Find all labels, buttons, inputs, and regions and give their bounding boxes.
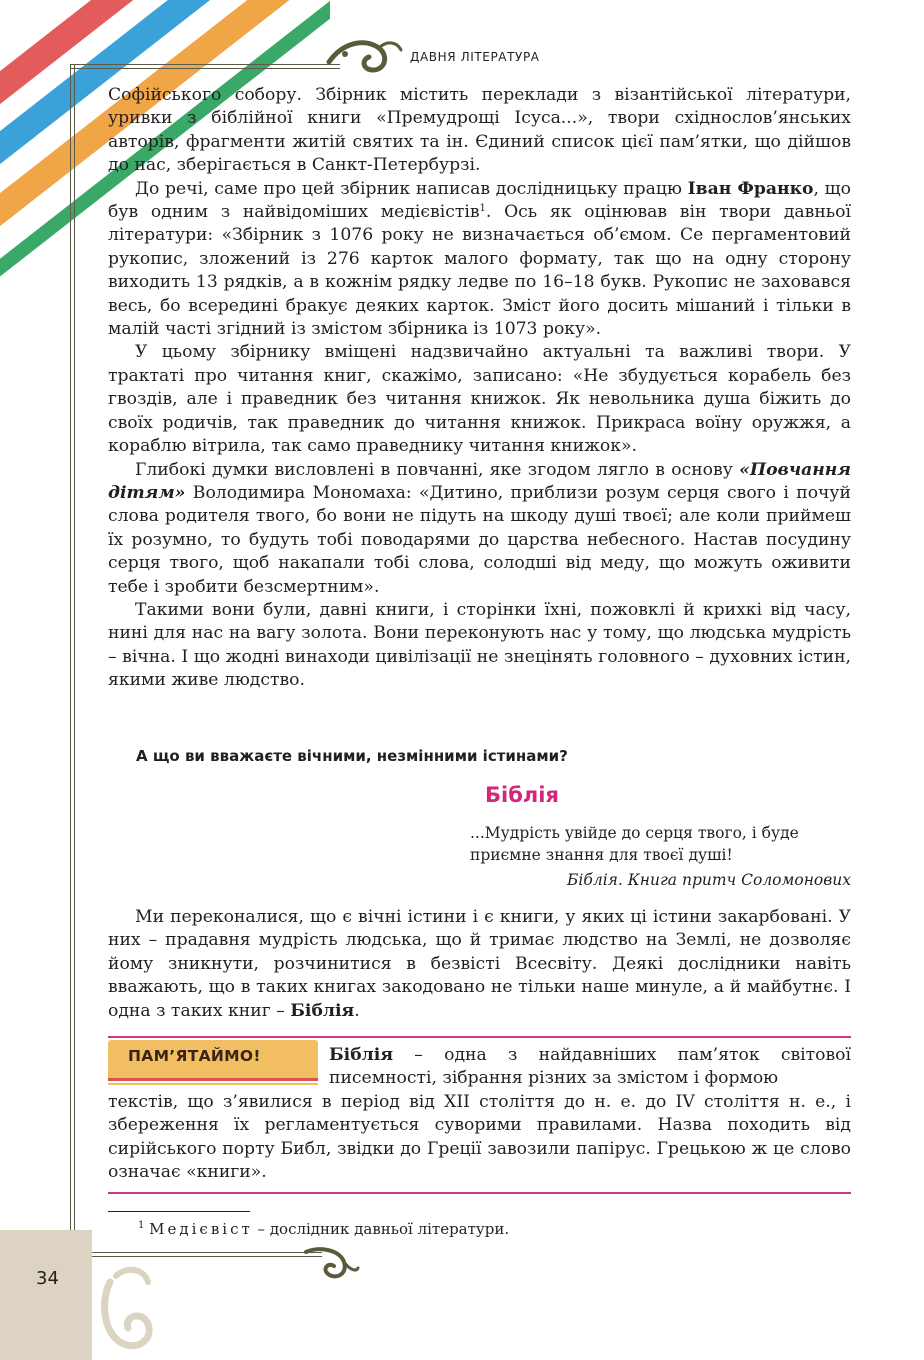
bible-term: Біблія xyxy=(290,1000,355,1021)
text-run: , що був одним з найвідоміших медієвістів xyxy=(108,178,851,223)
text-run: До речі, саме про цей збірник написав дослідницьку працю xyxy=(135,178,688,199)
remember-badge-label: ПАМ’ЯТАЙМО! xyxy=(128,1047,261,1065)
work-title: «Повчання дітям» xyxy=(108,459,851,503)
paragraph xyxy=(108,906,851,1023)
paragraph: У цьому збірнику вміщені надзвичайно актуальні та важливі твори. У трактаті про читання книг, скажімо, записано: «Не збудується корабель без гвоздів, але і праведник без читання книжок. Як невольника душа біжить до своїх родичів, так праведник до читання книжок. Прикраса воїну оружжя, а кораблю вітрила, так само праведнику читання книжок». xyxy=(108,342,851,457)
flourish-ornament-icon xyxy=(325,32,405,82)
frame-line xyxy=(70,1252,322,1253)
running-head: ДАВНЯ ЛІТЕРАТУРА xyxy=(410,50,540,64)
paragraph: Софійського собору. Збірник містить переклади з візантійської літератури, уривки з біблійної книги «Премудрощі Ісуса...», твори східнослов’янських авторів, фрагменти житій святих та ін. Єдиний список цієї пам’ятки, що дійшов до нас, зберігається в Санкт-Петербурзі. xyxy=(108,85,851,176)
author-name: Іван Франко xyxy=(687,178,814,199)
page-number: 34 xyxy=(36,1268,59,1289)
text-run: – одна з найдавніших пам’яток світової писемності, зібрання різних за змістом і формою xyxy=(329,1045,851,1089)
text-run: Глибокі думки висловлені в повчанні, яке згодом лягло в основу xyxy=(135,459,740,480)
page-corner-block xyxy=(0,1230,92,1360)
frame-line xyxy=(70,64,71,1254)
divider xyxy=(108,1192,851,1194)
remember-badge xyxy=(108,1040,318,1078)
paragraph xyxy=(108,459,851,599)
footnote-term: Медієвіст xyxy=(149,1220,253,1238)
text-run: . xyxy=(354,1000,360,1021)
text-run: Володимира Мономаха: «Дитино, приблизи розум серця свого і почуй слова родителя твого, бо вони не підуть на шкоду душі твоєї; але коли приймеш їх розумно, то будуть тобі поводарями до царства небесного. Настав посудину серця твого, щоб накапали тобі слова, солодші від меду, що можуть оживити тебе і зробити безсмертним». xyxy=(108,482,851,597)
flourish-ornament-icon xyxy=(300,1242,360,1284)
section-title-text: Біблія xyxy=(485,783,559,807)
badge-underline xyxy=(108,1078,318,1081)
remember-definition-cont: текстів, що з’явилися в період від XII століття до н. е. до IV століття н. е., і збереження їх регламентується суворими правилами. Назва походить від сирійського порту Библ, звідки до Греції завозили папірус. Грецькою ж це слово означає «книги». xyxy=(108,1092,851,1183)
question-prompt: А що ви вважаєте вічними, незмінними істинами? xyxy=(136,747,568,765)
frame-line xyxy=(74,64,75,1254)
remember-definition xyxy=(329,1044,851,1091)
text-run: Ми переконалися, що є вічні істини і є книги, у яких ці істини закарбовані. У них – прадавня мудрість людська, що й тримає людство на Землі, не дозволяє йому зникнути, розчинитися в безвісті Всесвіту. Деякі дослідники навіть вважають, що в таких книгах закодовано не тільки наше минуле, а й майбутнє. І одна з таких книг – xyxy=(108,907,851,1021)
footnote-definition: – дослідник давньої літератури. xyxy=(252,1220,510,1238)
epigraph: ...Мудрість увійде до серця твого, і буде приємне знання для твоєї душі! xyxy=(470,824,799,864)
footnote-ref: 1 xyxy=(479,203,486,215)
frame-line xyxy=(70,64,340,65)
bible-paragraph xyxy=(108,906,851,1023)
divider xyxy=(108,1036,851,1038)
text-run: . Ось як оцінював він твори давньої літератури: «Збірник з 1076 року не визначається об’ємом. Се пергаментовий рукопис, зложений із 276 карток малого формату, так що на одну сторону виходить 13 рядків, а в кожнім рядку ледве по 16–18 букв. Рукопис не заховався весь, бо всередині бракує деяких карток. Зміст його досить мішаний і тільки в малій часті згідний із змістом збірника із 1073 року». xyxy=(108,202,851,340)
badge-underline xyxy=(108,1083,318,1085)
section-title xyxy=(0,783,924,807)
epigraph-source: Біблія. Книга притч Соломонових xyxy=(567,871,851,889)
footnote xyxy=(138,1220,509,1238)
corner-flourish-icon xyxy=(96,1262,166,1360)
frame-line xyxy=(70,68,340,69)
remember-term: Біблія xyxy=(329,1045,394,1065)
body-text xyxy=(108,84,851,693)
frame-line xyxy=(70,1256,322,1257)
footnote-rule xyxy=(108,1211,250,1212)
footnote-marker: 1 xyxy=(138,1220,145,1231)
paragraph xyxy=(108,178,851,342)
paragraph: Такими вони були, давні книги, і сторінки їхні, пожовклі й крихкі від часу, нині для нас на вагу золота. Вони переконують нас у тому, що людська мудрість – вічна. І що жодні винаходи цивілізації не знецінять головного – духовних істин, якими живе людство. xyxy=(108,599,851,691)
